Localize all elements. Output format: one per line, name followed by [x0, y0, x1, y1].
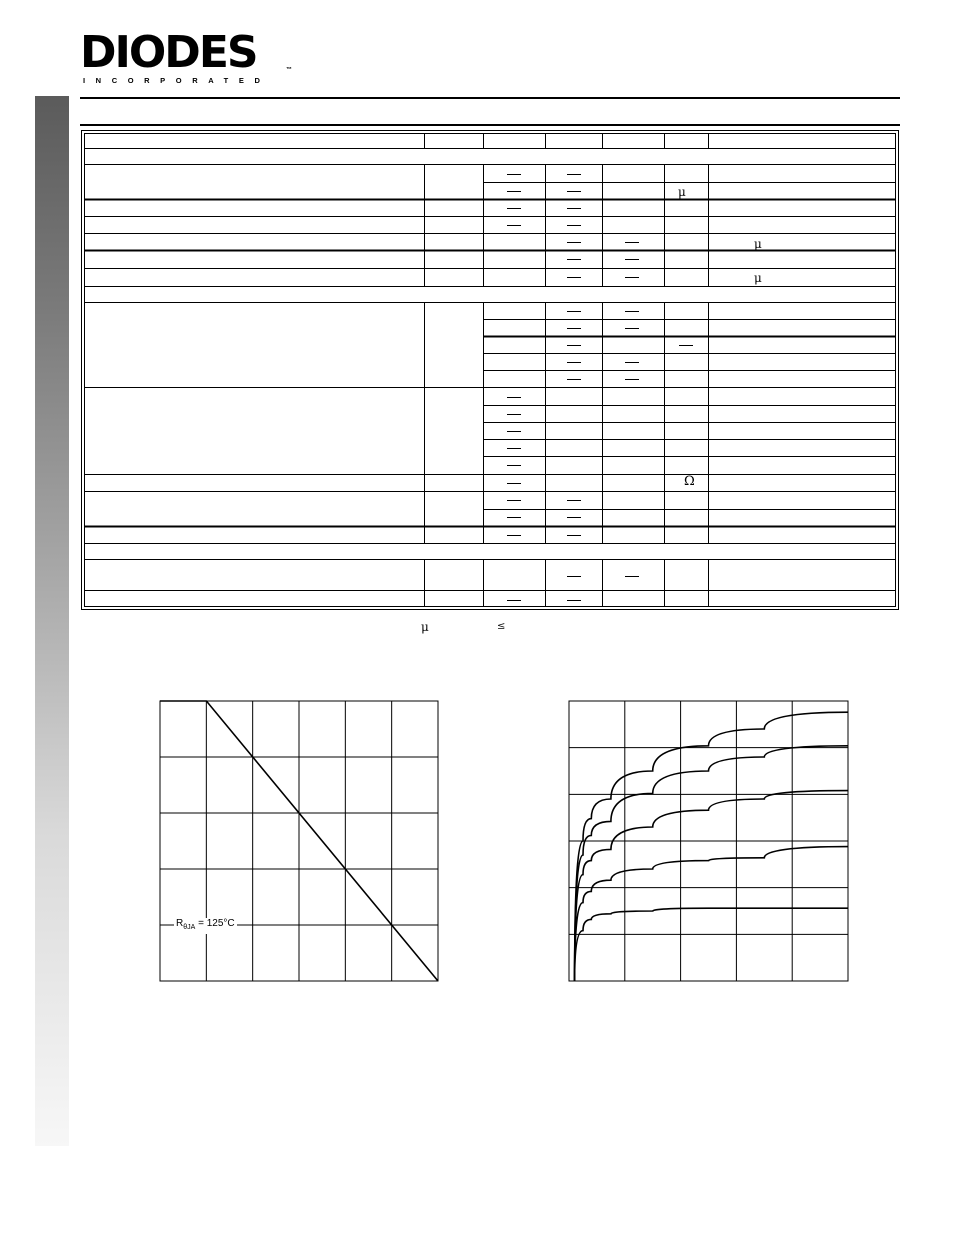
trademark-symbol: ™ — [286, 67, 292, 73]
micro-symbol: μ — [678, 185, 686, 199]
chart-series-curve — [575, 712, 848, 981]
derating-chart — [159, 700, 439, 982]
chart-series-curve — [575, 908, 848, 981]
note-less-equal-symbol: ≤ — [497, 621, 506, 632]
chart-series-curve — [575, 791, 848, 981]
thermal-resistance-label: $R_{\theta JA} = 125^\circ C$ — [174, 918, 237, 934]
ohm-symbol: Ω — [684, 474, 695, 489]
chart-series-curve — [575, 847, 848, 981]
micro-symbol: μ — [754, 271, 762, 285]
chart-series-curve — [575, 746, 848, 981]
note-micro-symbol: μ — [421, 620, 429, 634]
micro-symbol: μ — [754, 237, 762, 251]
logo-subtext: INCORPORATED — [83, 76, 271, 85]
logo-wordmark: DIODES — [80, 27, 257, 78]
output-characteristics-chart — [568, 700, 849, 982]
